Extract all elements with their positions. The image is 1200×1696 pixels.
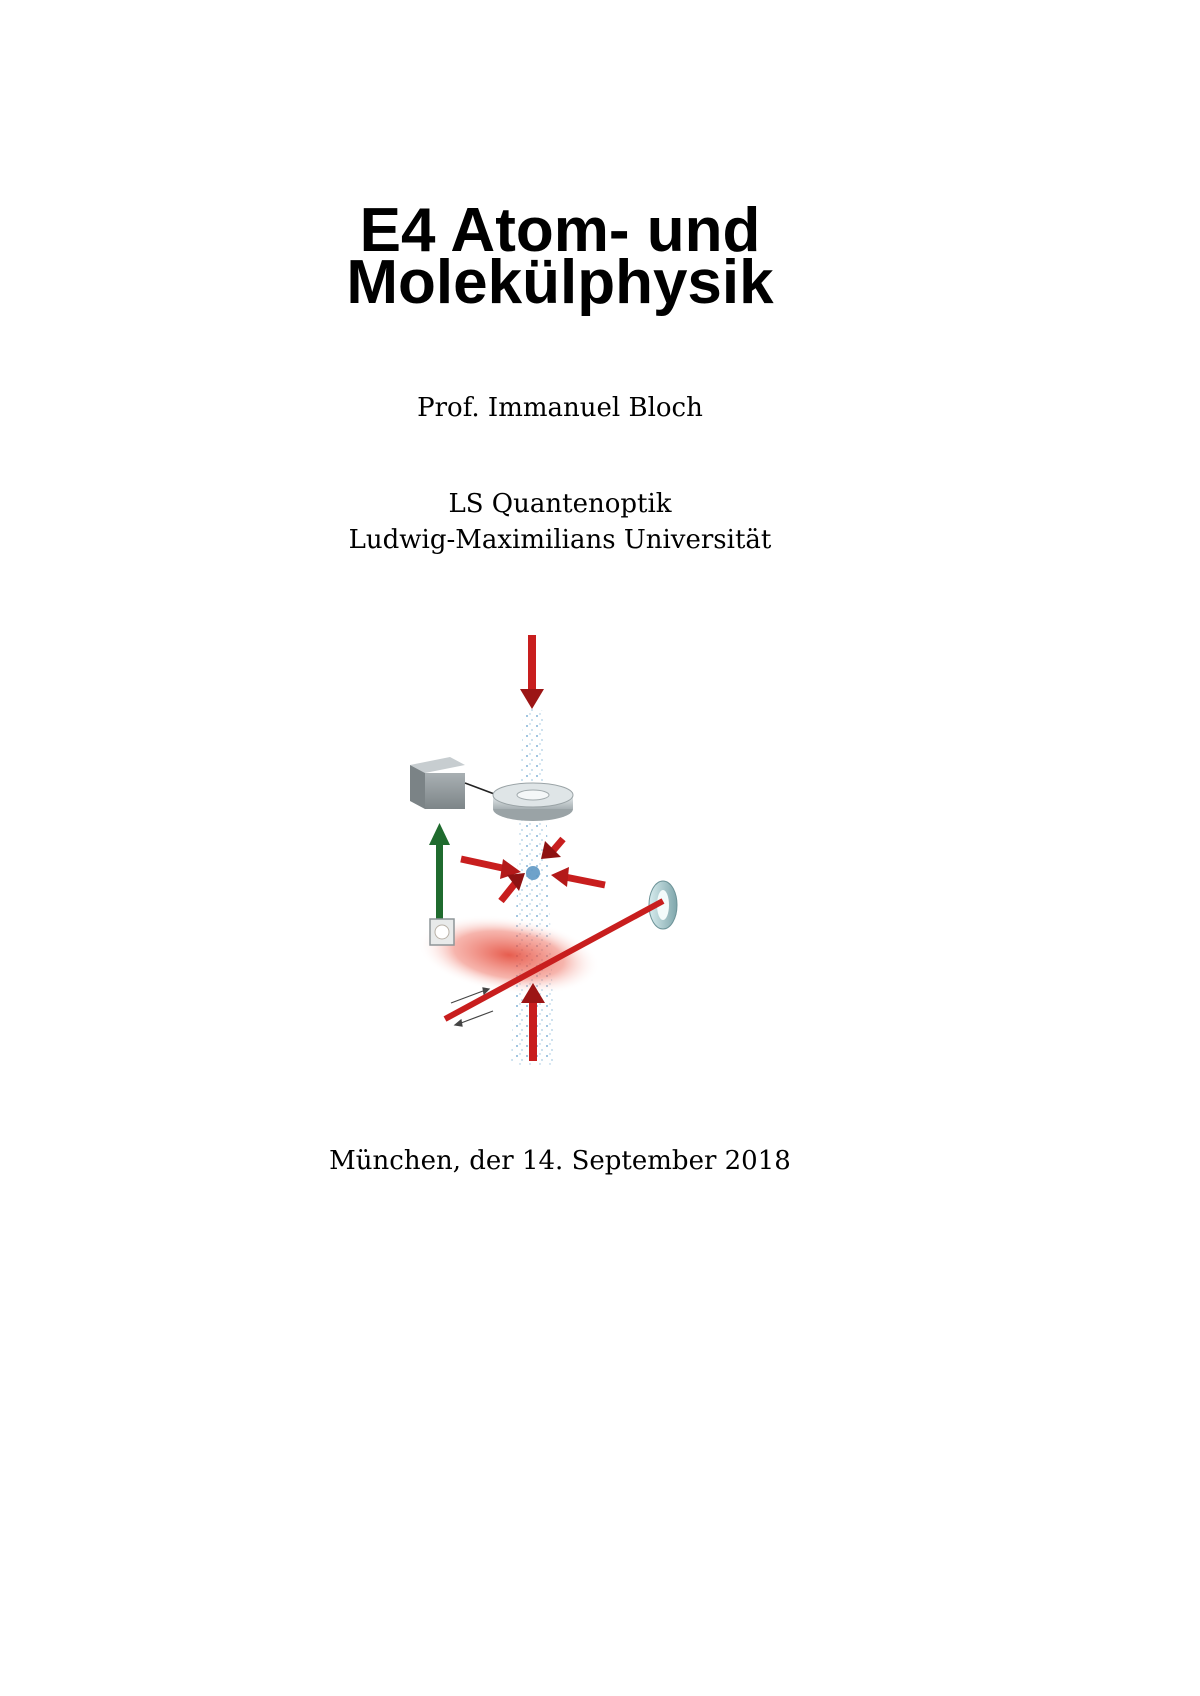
detector-box — [410, 757, 465, 809]
atom-cloud-center — [526, 866, 540, 880]
laser-cooling-setup-illustration — [405, 633, 695, 1065]
up-arrow-icon — [429, 823, 450, 921]
ring-electrode — [493, 783, 573, 821]
cover-figure — [405, 633, 695, 1065]
down-arrow-icon — [520, 635, 544, 709]
photodiode-icon — [430, 919, 454, 945]
title-line-2: Molekülphysik — [346, 248, 774, 317]
institute-chair: LS Quantenoptik — [448, 489, 672, 519]
author-name: Prof. Immanuel Bloch — [417, 393, 703, 423]
date-line: München, der 14. September 2018 — [329, 1146, 791, 1176]
institute-university: Ludwig-Maximilians Universität — [348, 525, 772, 555]
document-title — [0, 196, 1120, 317]
institute — [0, 486, 1120, 558]
title-line-1: E4 Atom- und — [359, 196, 761, 265]
